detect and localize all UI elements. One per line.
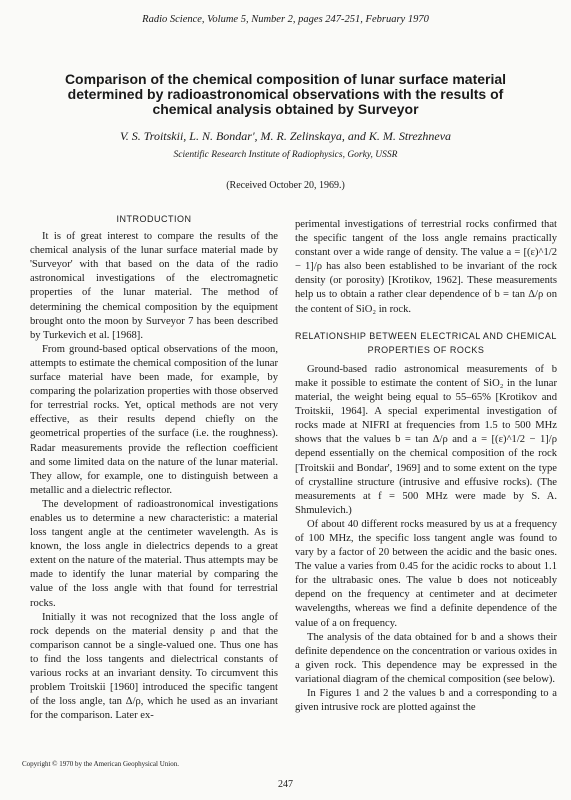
section-heading-introduction: INTRODUCTION <box>116 214 192 224</box>
paragraph: The analysis of the data obtained for b and a shows their definite dependence on the concentration or various oxides in a given rock. This dependence may be expressed in the variational diagram of the chemical composition (see below). <box>295 631 557 685</box>
paragraph: perimental investigations of terrestrial rocks confirmed that the specific tangent of the loss angle remains practically constant over a wide range of density. The value a = [(ε)^1/2 − 1]/ρ has also been established to be invariant of the rock density (or porosity) [Krotikov, 1962]. These measurements help us to obtain a rather clear dependence of b = tan Δ/ρ on the content of SiO₂ in rock. <box>295 219 557 315</box>
paper-title: Comparison of the chemical composition of lunar surface material determined by radioastronomical observations with the results of chemical analysis obtained by Surveyor <box>64 71 507 117</box>
paragraph: In Figures 1 and 2 the values b and a corresponding to a given intrusive rock are plotted against the <box>295 688 557 714</box>
received-date: (Received October 20, 1969.) <box>226 180 345 191</box>
affiliation: Scientific Research Institute of Radiophysics, Gorky, USSR <box>173 150 398 160</box>
authors: V. S. Troitskii, L. N. Bondar', M. R. Zelinskaya, and K. M. Strezhneva <box>119 129 452 143</box>
paragraph: Initially it was not recognized that the loss angle of rock depends on the material density ρ and that the comparison cannot be a single-valued one. Thus one has to find the loss tangents and dielectrical constants of various rocks at an invariant density. To circumvent this problem Troitskii [1960] introduced the specific tangent of the loss angle, tan Δ/ρ, which he used as an invariant for the comparison. Later ex- <box>30 611 278 722</box>
paragraph: From ground-based optical observations of the moon, attempts to estimate the chemical composition of the lunar surface material have been made, for example, by comparing the polarization properties with those observed for terrestrial rocks. Yet, optical methods are not very effective, as their results depend chiefly on the geometrical properties of the surface (i.e. the roughness). Radar measurements provide the reflection coefficient and some limited data on the nature of the lunar material. They allow, for example, one to distinguish between a metallic and a dielectric reflector. <box>30 343 278 496</box>
left-column <box>30 208 278 723</box>
running-header: Radio Science, Volume 5, Number 2, pages 247-251, February 1970 <box>142 14 429 25</box>
copyright-notice: Copyright © 1970 by the American Geophysical Union. <box>22 760 179 768</box>
section-heading-relationship: RELATIONSHIP BETWEEN ELECTRICAL AND CHEMICAL PROPERTIES OF ROCKS <box>295 330 557 355</box>
paragraph: The development of radioastronomical investigations enables us to determine a new characteristic: a material loss tangent angle at the centimeter wavelength. As is known, the loss angle in dielectrics depends to a great extent on the nature of the material. Thus attempts may be made to identify the lunar material by comparing the value of the loss angle with that found for terrestrial rocks. <box>30 498 278 609</box>
paragraph: Ground-based radio astronomical measurements of b make it possible to estimate the content of SiO₂ in the lunar material, the weight being equal to 55–65% [Krotikov and Troitskii, 1964]. A special experimental investigation of rocks made at NIFRI at frequencies from 1.5 to 500 MHz shows that the values b = tan Δ/ρ and a = [(ε)^1/2 − 1]/ρ depend essentially on the chemical composition of the rock [Troitskii and Bondar', 1969] and to some extent on the type of crystalline structure (intrusive and effusive rocks). (The measurements at f = 500 MHz were made by S. A. Shmulevich.) <box>295 363 557 516</box>
paragraph: It is of great interest to compare the results of the chemical analysis of the lunar surface material made by 'Surveyor' with that based on the data of the radio astronomical investigations of the electromagnetic properties of the lunar material. The method of determining the chemical composition by the equipment brought onto the moon by Surveyor 7 has been described by Turkevich et al. [1968]. <box>30 231 278 341</box>
paragraph: Of about 40 different rocks measured by us at a frequency of 100 MHz, the specific loss tangent angle was found to vary by a factor of 20 between the acidic and the basic ones. The value a varies from 0.45 for the acidic rocks to about 1.1 for the ultrabasic ones. The value b does not noticeably depend on the frequency at centimeter and at decimeter wavelengths, whereas we find a definite dependence of the value of a on frequency. <box>295 518 557 629</box>
right-column <box>295 218 557 715</box>
page-number: 247 <box>278 779 293 790</box>
